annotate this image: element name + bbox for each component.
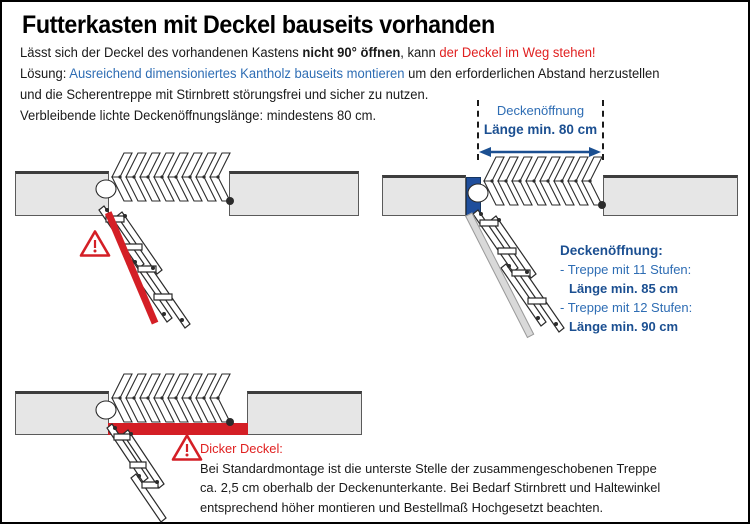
- ceiling-slab-right-3: [247, 391, 362, 435]
- solution-line-tail: um den erforderlichen Abstand herzustellen: [404, 66, 660, 81]
- bottom-note-line-1: Bei Standardmontage ist die unterste Stelle der zusammengeschobenen Treppe: [200, 460, 657, 476]
- spec-heading: Deckenöffnung:: [560, 243, 663, 258]
- spec-value-11-stufen: Länge min. 85 cm: [569, 281, 679, 296]
- intro-line-1-part-a: Lässt sich der Deckel des vorhandenen Kastens: [20, 45, 303, 60]
- solution-highlight: Ausreichend dimensioniertes Kantholz bauseits montieren: [69, 66, 405, 81]
- spec-item-11-stufen: - Treppe mit 11 Stufen:: [560, 262, 692, 277]
- solution-line: [20, 66, 659, 81]
- bottom-note-line-2: ca. 2,5 cm oberhalb der Deckenunterkante. Bei Bedarf Stirnbrett und Haltewinkel: [200, 480, 661, 495]
- intro-line-1: [20, 45, 596, 60]
- spec-item-12-stufen: - Treppe mit 12 Stufen:: [560, 300, 693, 315]
- bottom-note: [200, 439, 745, 517]
- intro-line-1-bold: nicht 90° öffnen: [302, 45, 401, 60]
- intro-line-3: und die Scherentreppe mit Stirnbrett störungsfrei und sicher zu nutzen.: [20, 87, 429, 102]
- intro-line-1-warning: der Deckel im Weg stehen!: [439, 45, 596, 60]
- dimension-label: Deckenöffnung: [496, 103, 585, 118]
- ceiling-slab-left-2: [382, 175, 466, 216]
- solution-label: Lösung:: [20, 66, 70, 81]
- dimension-value: Länge min. 80 cm: [483, 122, 598, 137]
- intro-line-1-part-b: , kann: [400, 45, 440, 60]
- page-title: Futterkasten mit Deckel bauseits vorhanden: [22, 11, 495, 39]
- bottom-note-heading: Dicker Deckel:: [200, 441, 283, 456]
- warning-triangle-icon-bottom: [172, 434, 202, 461]
- bottom-note-line-3: entsprechend höher montieren und Bestellmaß Hochgesetzt beachten.: [200, 499, 604, 515]
- ceiling-slab-left-3: [15, 391, 109, 435]
- warning-triangle-icon-top: [80, 230, 110, 257]
- spec-value-12-stufen: Länge min. 90 cm: [569, 319, 679, 334]
- spec-block: [560, 241, 692, 336]
- ceiling-slab-left-1: [15, 171, 109, 216]
- intro-line-4: Verbleibende lichte Deckenöffnungslänge: mindestens 80 cm.: [20, 108, 377, 123]
